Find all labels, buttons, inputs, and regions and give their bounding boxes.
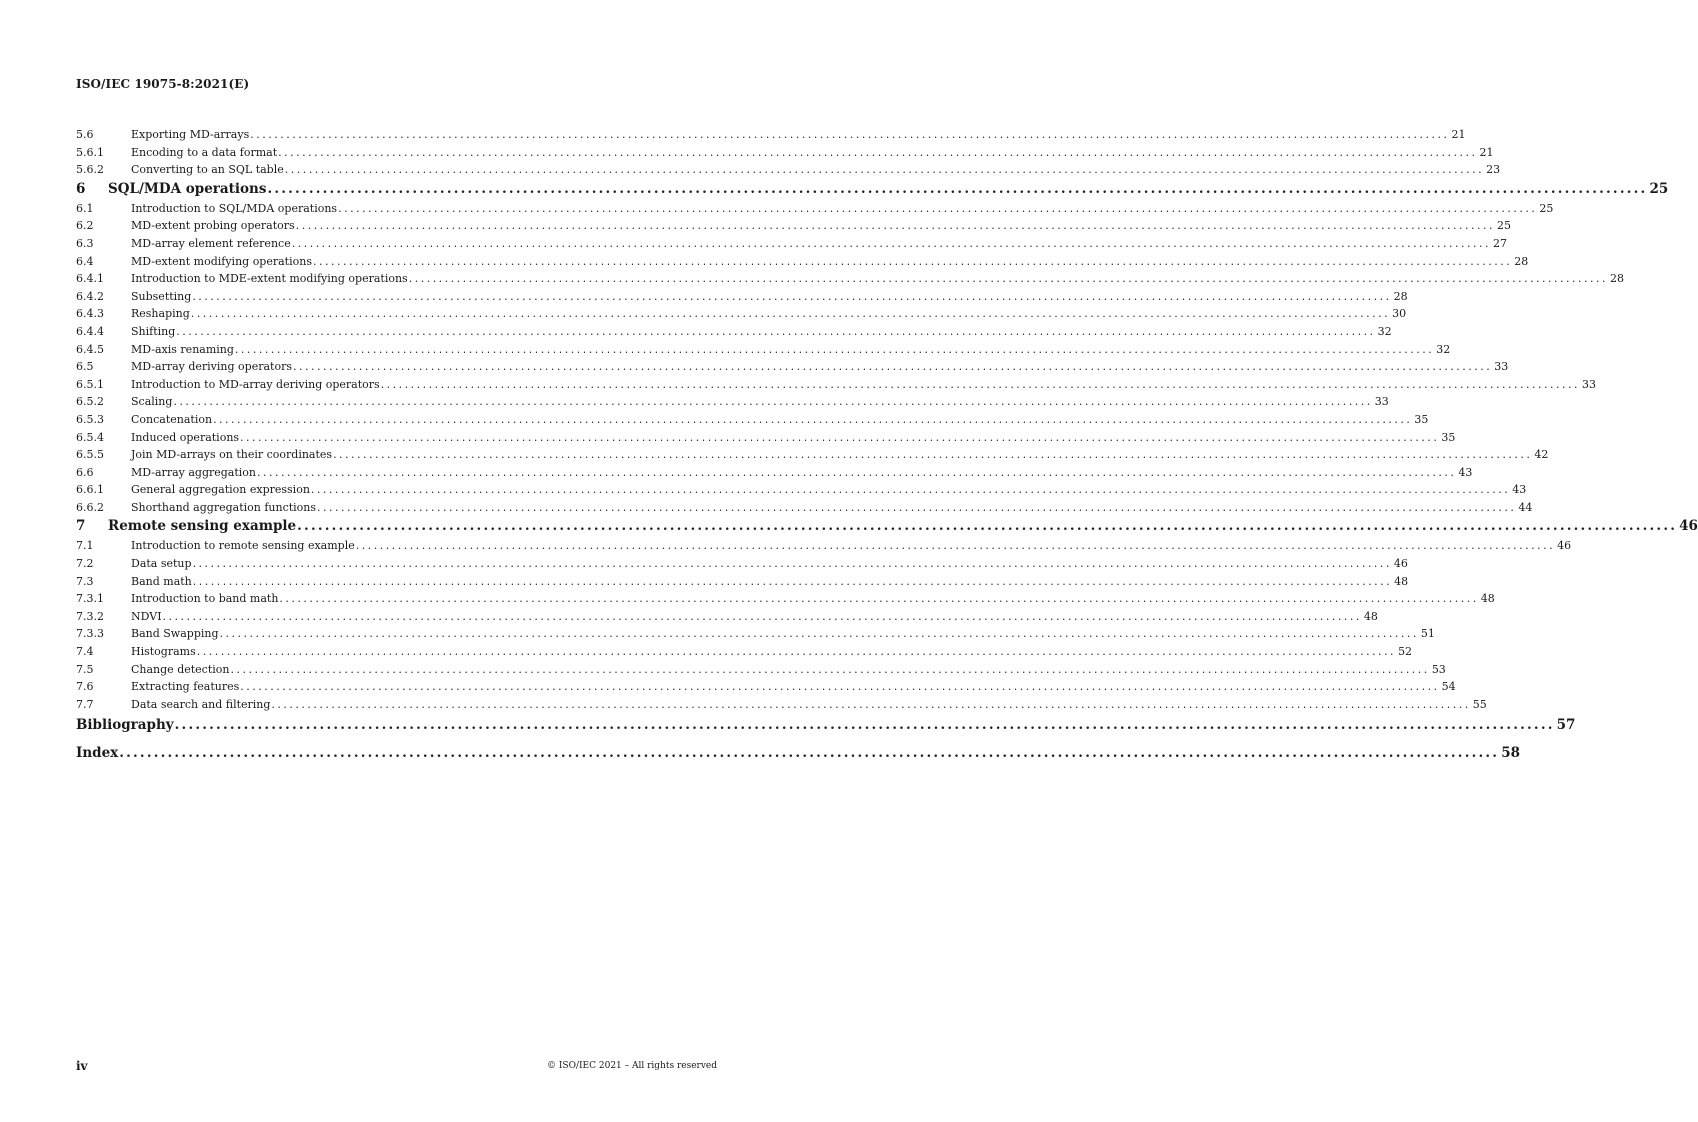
toc-dot-leader: ........................................................................................................................................................................................................: [174, 717, 1555, 734]
document-header: ISO/IEC 19075-8:2021(E): [76, 77, 250, 91]
toc-entry-number: 6.6: [76, 465, 94, 479]
toc-entry[interactable]: [76, 696, 1487, 714]
toc-entry-number: 7.1: [76, 539, 94, 553]
toc-entry-number: 6.1: [76, 201, 94, 215]
toc-dot-leader: ........................................................................................................................................................................................................: [190, 307, 1391, 321]
toc-entry-page: 58: [1501, 745, 1521, 762]
toc-entry[interactable]: [76, 270, 1625, 288]
toc-entry-number: 7.5: [76, 662, 94, 676]
toc-entry-title[interactable]: Change detection: [131, 662, 230, 676]
toc-entry-number: 6: [76, 180, 86, 197]
toc-entry-title[interactable]: SQL/MDA operations: [108, 180, 267, 197]
toc-entry[interactable]: [76, 341, 1451, 359]
toc-entry[interactable]: [76, 625, 1435, 643]
toc-entry-number: 6.4: [76, 254, 94, 268]
toc-dot-leader: ........................................................................................................................................................................................................: [257, 465, 1457, 479]
footer-page-number: iv: [76, 1059, 88, 1073]
toc-entry-number: 6.6.1: [76, 483, 104, 497]
toc-entry-number: 6.5.3: [76, 412, 104, 426]
toc-entry-number: 7.2: [76, 557, 94, 571]
toc-entry[interactable]: [76, 537, 1572, 555]
toc-entry-title[interactable]: Data setup: [131, 557, 192, 571]
toc-entry-number: 6.4.3: [76, 307, 104, 321]
toc-entry-number: 6.5.1: [76, 377, 104, 391]
toc-entry-title[interactable]: Converting to an SQL table: [131, 163, 284, 177]
toc-dot-leader: ........................................................................................................................................................................................................: [279, 592, 1479, 606]
toc-dot-leader: ........................................................................................................................................................................................................: [408, 272, 1609, 286]
toc-dot-leader: ........................................................................................................................................................................................................: [317, 500, 1517, 514]
toc-entry-page: 55: [1472, 697, 1487, 711]
toc-entry-page: 48: [1394, 574, 1409, 588]
toc-entry[interactable]: [76, 376, 1596, 394]
toc-dot-leader: ........................................................................................................................................................................................................: [219, 627, 1419, 641]
toc-entry-number: 7.3.2: [76, 609, 104, 623]
toc-dot-leader: ........................................................................................................................................................................................................: [250, 128, 1450, 141]
toc-entry-number: 6.4.2: [76, 289, 104, 303]
toc-entry[interactable]: [76, 235, 1508, 253]
toc-entry[interactable]: [76, 678, 1456, 696]
toc-entry-title[interactable]: Subsetting: [131, 289, 192, 303]
toc-dot-leader: ........................................................................................................................................................................................................: [119, 745, 1500, 762]
toc-entry-page: 46: [1557, 539, 1572, 553]
toc-entry-page: 54: [1441, 680, 1456, 694]
toc-entry[interactable]: [76, 590, 1495, 608]
toc-entry-page: 28: [1393, 289, 1408, 303]
toc-entry-title[interactable]: Bibliography: [76, 717, 174, 734]
toc-entry[interactable]: [76, 288, 1408, 306]
toc-entry-title[interactable]: Data search and filtering: [131, 697, 271, 711]
toc-entry-title[interactable]: Introduction to band math: [131, 592, 279, 606]
toc-entry-title[interactable]: MD-extent modifying operations: [131, 254, 312, 268]
toc-entry[interactable]: [76, 608, 1378, 626]
toc-entry-number: 5.6.2: [76, 163, 104, 177]
toc-entry[interactable]: [76, 661, 1446, 679]
toc-entry-title[interactable]: MD-array deriving operators: [131, 360, 292, 374]
toc-entry-page: 53: [1431, 662, 1446, 676]
toc-entry-title[interactable]: Band math: [131, 574, 192, 588]
footer-copyright: © ISO/IEC 2021 – All rights reserved: [547, 1061, 717, 1071]
toc-dot-leader: ........................................................................................................................................................................................................: [240, 680, 1440, 694]
toc-dot-leader: ........................................................................................................................................................................................................: [267, 180, 1648, 197]
toc-entry[interactable]: [76, 144, 1494, 162]
toc-entry-title[interactable]: Histograms: [131, 645, 196, 659]
table-of-contents: [76, 126, 1698, 764]
toc-entry-title[interactable]: Encoding to a data format: [131, 145, 278, 159]
toc-dot-leader: ........................................................................................................................................................................................................: [284, 163, 1485, 177]
toc-entry-title[interactable]: Introduction to MD-array deriving operators: [131, 377, 380, 391]
toc-entry-title[interactable]: NDVI: [131, 609, 162, 623]
toc-dot-leader: ........................................................................................................................................................................................................: [271, 697, 1471, 711]
toc-entry-title[interactable]: Remote sensing example: [108, 518, 297, 535]
toc-entry[interactable]: [76, 516, 1698, 537]
toc-entry[interactable]: [76, 200, 1554, 218]
toc-entry-page: 25: [1649, 180, 1669, 197]
toc-entry-title[interactable]: Introduction to SQL/MDA operations: [131, 201, 338, 215]
toc-entry-page: 51: [1420, 627, 1435, 641]
toc-entry-page: 28: [1610, 272, 1625, 286]
toc-entry-number: 6.2: [76, 219, 94, 233]
toc-entry-title[interactable]: Shorthand aggregation functions: [131, 500, 317, 514]
toc-entry-page: 35: [1441, 430, 1456, 444]
toc-dot-leader: ........................................................................................................................................................................................................: [380, 377, 1580, 391]
toc-entry-title[interactable]: General aggregation expression: [131, 483, 310, 497]
toc-dot-leader: ........................................................................................................................................................................................................: [213, 412, 1413, 426]
toc-dot-leader: ........................................................................................................................................................................................................: [295, 219, 1496, 233]
toc-entry-page: 33: [1374, 395, 1389, 409]
toc-dot-leader: ........................................................................................................................................................................................................: [297, 518, 1678, 535]
toc-dot-leader: ........................................................................................................................................................................................................: [176, 324, 1376, 338]
toc-dot-leader: ........................................................................................................................................................................................................: [240, 430, 1440, 444]
toc-dot-leader: ........................................................................................................................................................................................................: [292, 360, 1493, 374]
toc-dot-leader: ........................................................................................................................................................................................................: [192, 574, 1393, 588]
toc-entry-title[interactable]: Introduction to remote sensing example: [131, 539, 355, 553]
toc-entry-page: 21: [1451, 128, 1466, 141]
toc-entry-title[interactable]: Exporting MD-arrays: [131, 128, 250, 141]
toc-dot-leader: ........................................................................................................................................................................................................: [338, 201, 1538, 215]
toc-entry-page: 52: [1398, 645, 1413, 659]
toc-entry[interactable]: [76, 217, 1512, 235]
toc-entry[interactable]: [76, 305, 1407, 323]
toc-entry-number: 6.3: [76, 236, 94, 250]
toc-entry-number: 6.5.5: [76, 448, 104, 462]
toc-entry-page: 44: [1518, 500, 1533, 514]
toc-entry-page: 43: [1458, 465, 1473, 479]
toc-entry-number: 7.3.3: [76, 627, 104, 641]
toc-entry-number: 6.5.2: [76, 395, 104, 409]
toc-dot-leader: ........................................................................................................................................................................................................: [162, 609, 1362, 623]
toc-entry-page: 25: [1497, 219, 1512, 233]
toc-entry-title[interactable]: Extracting features: [131, 680, 240, 694]
toc-dot-leader: ........................................................................................................................................................................................................: [192, 557, 1392, 571]
toc-entry[interactable]: [76, 126, 1466, 144]
toc-entry-number: 7.4: [76, 645, 94, 659]
toc-entry-title[interactable]: MD-extent probing operators: [131, 219, 295, 233]
toc-dot-leader: ........................................................................................................................................................................................................: [173, 395, 1373, 409]
toc-entry-page: 21: [1479, 145, 1494, 159]
toc-entry-page: 48: [1480, 592, 1495, 606]
toc-entry-title[interactable]: Band Swapping: [131, 627, 219, 641]
toc-entry-number: 7: [76, 518, 86, 535]
toc-entry-page: 46: [1393, 557, 1408, 571]
toc-entry[interactable]: [76, 555, 1408, 573]
toc-dot-leader: ........................................................................................................................................................................................................: [234, 342, 1435, 356]
toc-entry-number: 6.4.4: [76, 324, 104, 338]
toc-entry-title[interactable]: MD-array aggregation: [131, 465, 257, 479]
toc-entry[interactable]: [76, 464, 1473, 482]
toc-dot-leader: ........................................................................................................................................................................................................: [192, 289, 1392, 303]
toc-entry-page: 33: [1582, 377, 1596, 391]
toc-dot-leader: ........................................................................................................................................................................................................: [230, 662, 1430, 676]
toc-entry-number: 5.6.1: [76, 145, 104, 159]
toc-entry-title[interactable]: Concatenation: [131, 412, 213, 426]
toc-entry-page: 57: [1556, 717, 1576, 734]
toc-entry-number: 6.6.2: [76, 500, 104, 514]
toc-dot-leader: ........................................................................................................................................................................................................: [310, 483, 1511, 497]
toc-entry-title[interactable]: Reshaping: [131, 307, 190, 321]
toc-entry-page: 46: [1679, 518, 1698, 535]
toc-entry-page: 28: [1514, 254, 1529, 268]
toc-entry-page: 25: [1539, 201, 1554, 215]
toc-entry-title[interactable]: MD-array element reference: [131, 236, 291, 250]
toc-entry-number: 7.3.1: [76, 592, 104, 606]
toc-entry-page: 32: [1436, 342, 1451, 356]
toc-entry[interactable]: [76, 499, 1533, 517]
toc-entry-title[interactable]: MD-axis renaming: [131, 342, 234, 356]
toc-entry[interactable]: [76, 429, 1456, 447]
toc-dot-leader: ........................................................................................................................................................................................................: [312, 254, 1513, 268]
toc-entry-number: 6.5: [76, 360, 94, 374]
toc-entry[interactable]: [76, 715, 1576, 736]
toc-entry[interactable]: [76, 179, 1669, 200]
toc-entry[interactable]: [76, 446, 1549, 464]
toc-entry-title[interactable]: Join MD-arrays on their coordinates: [131, 448, 333, 462]
toc-entry[interactable]: [76, 323, 1392, 341]
toc-dot-leader: ........................................................................................................................................................................................................: [196, 645, 1397, 659]
toc-entry-number: 6.4.1: [76, 272, 104, 286]
toc-entry-page: 35: [1414, 412, 1429, 426]
toc-entry[interactable]: [76, 643, 1413, 661]
toc-entry[interactable]: [76, 358, 1509, 376]
toc-entry-title[interactable]: Scaling: [131, 395, 173, 409]
toc-entry[interactable]: [76, 253, 1529, 271]
toc-entry-number: 7.7: [76, 697, 94, 711]
toc-dot-leader: ........................................................................................................................................................................................................: [333, 448, 1533, 462]
toc-entry-page: 48: [1363, 609, 1378, 623]
toc-dot-leader: ........................................................................................................................................................................................................: [278, 145, 1478, 159]
toc-entry-page: 42: [1534, 448, 1549, 462]
toc-entry[interactable]: [76, 481, 1527, 499]
toc-entry[interactable]: [76, 573, 1409, 591]
toc-dot-leader: ........................................................................................................................................................................................................: [291, 236, 1492, 250]
toc-entry-page: 30: [1392, 307, 1407, 321]
toc-entry-title[interactable]: Induced operations: [131, 430, 240, 444]
toc-entry[interactable]: [76, 393, 1389, 411]
toc-entry[interactable]: [76, 411, 1429, 429]
toc-entry-page: 33: [1494, 360, 1509, 374]
toc-entry-number: 7.6: [76, 680, 94, 694]
toc-entry-page: 27: [1493, 236, 1508, 250]
toc-entry-number: 6.5.4: [76, 430, 104, 444]
toc-entry[interactable]: [76, 161, 1501, 179]
toc-entry-title[interactable]: Index: [76, 745, 119, 762]
toc-dot-leader: ........................................................................................................................................................................................................: [355, 539, 1556, 553]
toc-entry-number: 7.3: [76, 574, 94, 588]
toc-entry-page: 32: [1377, 324, 1392, 338]
toc-entry-page: 23: [1486, 163, 1501, 177]
toc-entry-title[interactable]: Shifting: [131, 324, 176, 338]
toc-entry-number: 5.6: [76, 128, 94, 141]
toc-entry-title[interactable]: Introduction to MDE-extent modifying operations: [131, 272, 408, 286]
toc-entry-number: 6.4.5: [76, 342, 104, 356]
toc-entry-page: 43: [1512, 483, 1527, 497]
toc-entry[interactable]: [76, 743, 1521, 764]
